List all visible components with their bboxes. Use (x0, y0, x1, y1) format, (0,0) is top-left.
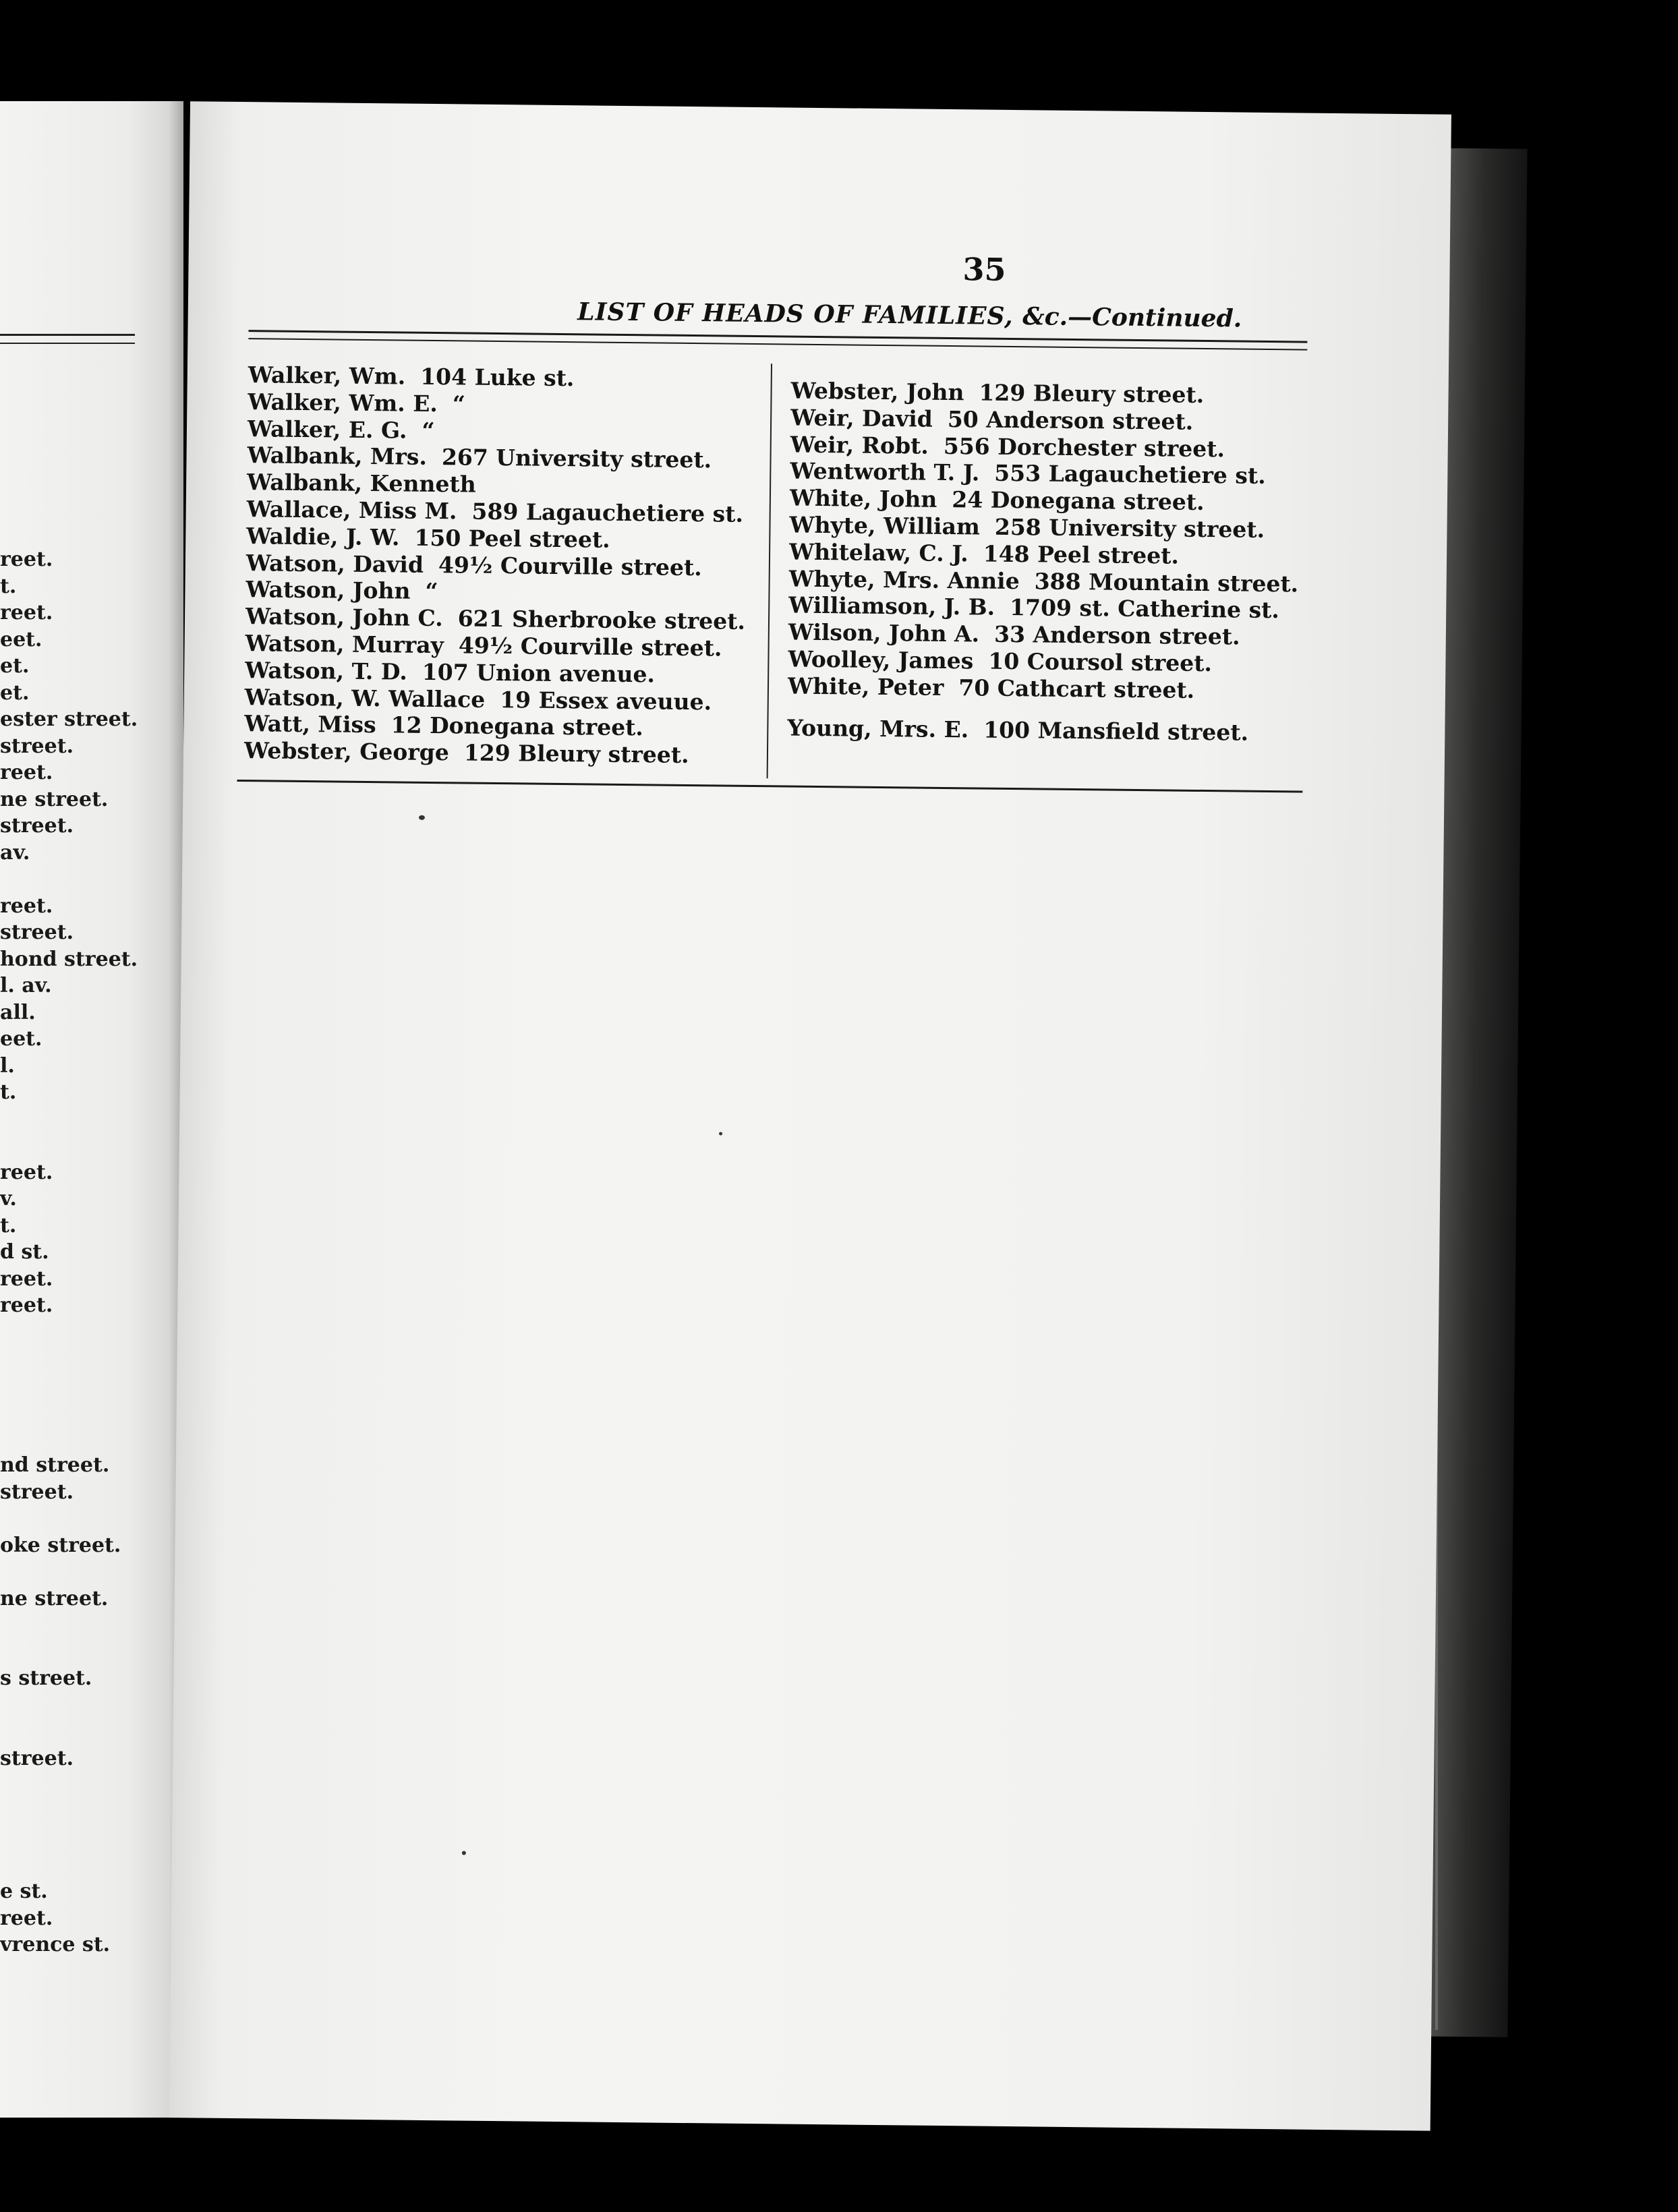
previous-page-rule (0, 334, 135, 336)
previous-page (0, 101, 183, 2118)
previous-page-fragment: s street. (0, 1666, 92, 1690)
previous-page-fragment: t. (0, 574, 17, 598)
entry-name: Walbank, Mrs. (247, 442, 428, 471)
entry-name: Watson, T. D. (245, 656, 408, 685)
entry-name: Wilson, John A. (788, 618, 980, 647)
entry-name: Webster, George (243, 737, 450, 766)
page-number: 35 (962, 251, 1006, 288)
entry-address: 267 University street. (441, 444, 712, 473)
entry-name: Weir, Robt. (790, 431, 929, 459)
entry-address: 129 Bleury street. (463, 739, 689, 769)
previous-page-fragment: reet. (0, 1267, 53, 1291)
previous-page-fragment: v. (0, 1187, 17, 1211)
previous-page-fragment: hond street. (0, 947, 138, 971)
entry-address: 258 University street. (994, 513, 1265, 543)
previous-page-fragment: t. (0, 1080, 17, 1104)
previous-page-fragment: reet. (0, 1160, 53, 1184)
previous-page-fragment: street. (0, 734, 74, 758)
entry-address: 70 Cathcart street. (958, 674, 1195, 703)
entry-name: Walker, Wm. (248, 361, 406, 390)
paper-speck (719, 1132, 722, 1136)
previous-page-fragment: street. (0, 1746, 74, 1770)
entry-address: 12 Donegana street. (390, 711, 644, 741)
entry-address: “ (452, 390, 466, 417)
entry-name: Weir, David (790, 404, 933, 432)
directory-entry (787, 714, 1394, 747)
previous-page-fragment: street. (0, 1480, 74, 1504)
previous-page-fragment: av. (0, 840, 30, 865)
entry-name: Watson, John (245, 576, 411, 605)
previous-page-fragment: reet. (0, 548, 53, 571)
entry-address: 148 Peel street. (983, 540, 1180, 569)
previous-page-fragment: reet. (0, 761, 53, 784)
previous-page-fragment: e st. (0, 1880, 48, 1903)
entry-name: Whyte, William (789, 511, 981, 540)
entry-address: 104 Luke st. (420, 363, 575, 392)
previous-page-fragment: ester street. (0, 707, 138, 731)
previous-page-fragment: et. (0, 654, 30, 678)
heading-main: LIST OF HEADS OF FAMILIES, (577, 297, 1014, 331)
entry-name: Whitelaw, C. J. (788, 538, 968, 567)
directory-entry (244, 737, 770, 769)
entry-address: 50 Anderson street. (947, 405, 1194, 435)
entry-address: 150 Peel street. (414, 524, 610, 553)
entry-address: 553 Lagauchetiere st. (994, 460, 1266, 490)
entry-name: Wentworth T. J. (790, 457, 980, 486)
previous-page-rule (0, 343, 135, 344)
previous-page-fragment: l. (0, 1053, 15, 1078)
entry-address: 100 Mansfield street. (983, 716, 1249, 746)
current-page (169, 101, 1451, 2130)
entry-name: White, Peter (787, 672, 944, 701)
entry-address: 49½ Courville street. (458, 632, 722, 662)
entry-name: Watson, David (245, 549, 424, 578)
entry-address: 24 Donegana street. (952, 486, 1205, 516)
entry-address: 129 Bleury street. (979, 379, 1205, 408)
previous-page-fragment: l. av. (0, 974, 52, 997)
entry-name: Walker, Wm. E. (248, 388, 438, 417)
right-column (787, 378, 1398, 748)
entry-name: Woolley, James (788, 645, 974, 674)
left-column (244, 361, 774, 769)
table-bottom-rule (237, 780, 1302, 793)
entry-address: 107 Union avenue. (422, 658, 656, 688)
entry-address: 388 Mountain street. (1034, 567, 1299, 598)
entry-name: Watt, Miss (244, 710, 376, 738)
previous-page-fragment: street. (0, 921, 74, 944)
entry-name: Young, Mrs. E. (787, 714, 969, 743)
entry-name: Walker, E. G. (247, 415, 407, 444)
entry-name: Watson, W. Wallace (244, 683, 486, 713)
previous-page-fragment: vrence st. (0, 1933, 111, 1956)
entry-address: 589 Lagauchetiere st. (471, 498, 744, 527)
previous-page-fragment: t. (0, 1213, 17, 1238)
previous-page-fragment: reet. (0, 894, 53, 918)
previous-page-fragment: nd street. (0, 1453, 110, 1477)
entry-address: 33 Anderson street. (993, 620, 1240, 650)
previous-page-fragment: eet. (0, 627, 42, 651)
entry-address: 556 Dorchester street. (943, 432, 1225, 462)
entry-name: White, John (789, 484, 937, 513)
entry-address: “ (425, 578, 438, 605)
heading-suffix: &c.—Continued. (1022, 302, 1242, 333)
previous-page-fragment: d st. (0, 1240, 49, 1264)
entry-name: Watson, John C. (245, 603, 443, 632)
entry-name: Watson, Murray (245, 630, 444, 659)
entry-name: Walbank, Kenneth (246, 469, 476, 498)
entry-name: Williamson, J. B. (788, 591, 995, 621)
entry-name: Whyte, Mrs. Annie (788, 565, 1020, 594)
entry-address: 621 Sherbrooke street. (457, 605, 746, 635)
entry-address: 19 Essex aveuue. (499, 686, 712, 715)
previous-page-fragment: et. (0, 680, 30, 705)
previous-page-fragment: reet. (0, 1293, 53, 1317)
entry-address: 1709 st. Catherine st. (1009, 594, 1280, 624)
previous-page-fragment: oke street. (0, 1533, 121, 1557)
paper-speck (462, 1851, 466, 1855)
entry-address: “ (422, 417, 435, 444)
page-heading (471, 297, 1348, 334)
entry-name: Waldie, J. W. (246, 522, 400, 551)
previous-page-fragment: ne street. (0, 787, 109, 811)
previous-page-fragment: eet. (0, 1027, 42, 1051)
entry-address: 10 Coursol street. (988, 647, 1213, 677)
paper-speck (419, 815, 425, 820)
entry-address: 49½ Courville street. (438, 551, 702, 581)
previous-page-fragment: reet. (0, 601, 53, 624)
previous-page-fragment: street. (0, 814, 74, 838)
previous-page-fragment: reet. (0, 1906, 53, 1930)
entry-name: Wallace, Miss M. (246, 496, 457, 525)
entry-name: Webster, John (790, 377, 964, 406)
previous-page-fragment: ne street. (0, 1586, 109, 1610)
previous-page-fragment: all. (0, 1000, 36, 1024)
